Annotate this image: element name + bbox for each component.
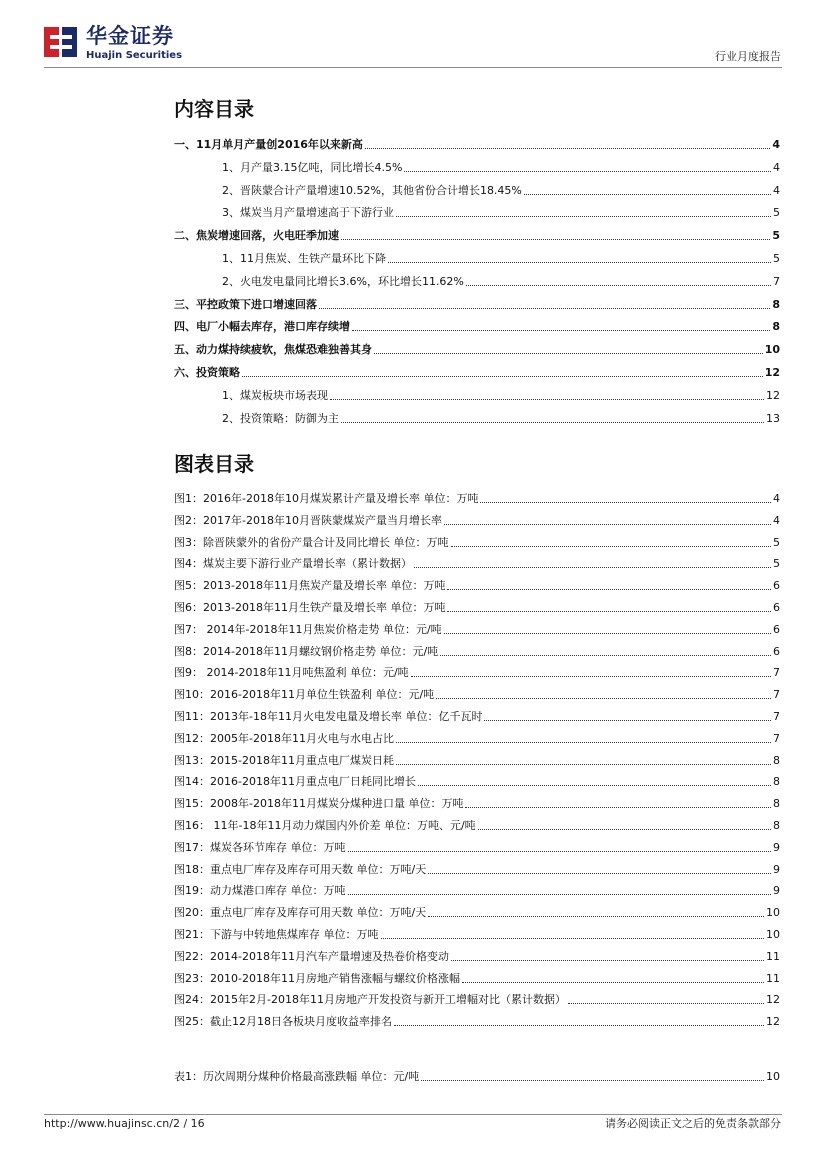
dot-leader: [396, 733, 771, 743]
figure-entry-title[interactable]: 图18：重点电厂库存及库存可用天数 单位：万吨/天: [174, 862, 427, 876]
dot-leader: [465, 798, 771, 808]
dot-leader: [484, 711, 771, 721]
tables-list: [174, 1070, 780, 1092]
figure-entry[interactable]: [174, 841, 780, 855]
figure-entry[interactable]: [174, 623, 780, 637]
figure-entry[interactable]: [174, 492, 780, 506]
dot-leader: [478, 820, 771, 830]
figure-entry-page[interactable]: 4: [773, 513, 780, 527]
dot-leader: [436, 689, 771, 699]
figure-entry-title[interactable]: 图14：2016-2018年11月重点电厂日耗同比增长: [174, 775, 416, 789]
figure-entry[interactable]: [174, 710, 780, 724]
figure-entry-page[interactable]: 9: [773, 884, 780, 898]
contents-entry-title[interactable]: 1、煤炭板块市场表现: [222, 388, 328, 402]
dot-leader: [319, 299, 770, 309]
contents-entry-title[interactable]: 3、煤炭当月产量增速高于下游行业: [222, 206, 394, 220]
contents-entry-page[interactable]: 13: [766, 411, 780, 425]
figure-entry-title[interactable]: 图20：重点电厂库存及库存可用天数 单位：万吨/天: [174, 906, 427, 920]
dot-leader: [421, 1071, 764, 1081]
figure-entry-page[interactable]: 4: [773, 492, 780, 505]
dot-leader: [462, 973, 764, 983]
dot-leader: [447, 580, 771, 590]
figure-entry-page[interactable]: 9: [773, 840, 780, 854]
figure-entry-title[interactable]: 图5：2013-2018年11月焦炭产量及增长率 单位：万吨: [174, 579, 446, 593]
contents-entry[interactable]: [174, 206, 780, 220]
figure-entry-title[interactable]: 图19：动力煤港口库存 单位：万吨: [174, 884, 346, 898]
figure-entry[interactable]: [174, 863, 780, 877]
contents-entry-title[interactable]: 三、平控政策下进口增速回落: [174, 297, 317, 311]
figure-entry-title[interactable]: 图16： 11年-18年11月动力煤国内外价差 单位：万吨、元/吨: [174, 818, 476, 832]
contents-entry-page[interactable]: 5: [773, 206, 780, 220]
figure-entry[interactable]: [174, 754, 780, 768]
contents-entry-title[interactable]: 四、电厂小幅去库存，港口库存续增: [174, 320, 350, 334]
contents-entry-page[interactable]: 10: [764, 343, 780, 357]
dot-leader: [418, 776, 771, 786]
contents-entry-page[interactable]: 5: [773, 251, 780, 265]
figure-entry-page[interactable]: 12: [766, 993, 780, 1007]
contents-entry-title[interactable]: 二、焦炭增速回落，火电旺季加速: [174, 229, 339, 243]
dot-leader: [242, 367, 763, 377]
contents-entry[interactable]: [174, 366, 780, 380]
figure-entry-title[interactable]: 图2：2017年-2018年10月晋陕蒙煤炭产量当月增长率: [174, 513, 442, 527]
contents-entry[interactable]: [174, 343, 780, 357]
logo-name-en: Huajin Securities: [86, 50, 183, 61]
contents-entry-title[interactable]: 六、投资策略: [174, 365, 240, 379]
contents-entry-page[interactable]: 12: [764, 365, 780, 379]
figure-entry-title[interactable]: 图9： 2014-2018年11月吨焦盈利 单位：元/吨: [174, 666, 409, 680]
dot-leader: [396, 207, 771, 217]
contents-entry[interactable]: [174, 412, 780, 426]
figure-entry-page[interactable]: 11: [766, 949, 780, 963]
contents-entry-title[interactable]: 1、11月焦炭、生铁产量环比下降: [222, 251, 386, 265]
contents-entry-page[interactable]: 7: [773, 274, 780, 288]
figure-entry-page[interactable]: 6: [773, 600, 780, 614]
figure-entry-title[interactable]: 图24：2015年2月-2018年11月房地产开发投资与新开工增幅对比（累计数据）: [174, 993, 566, 1007]
figure-entry-page[interactable]: 12: [766, 1015, 780, 1029]
figure-entry[interactable]: [174, 906, 780, 920]
dot-leader: [568, 994, 764, 1004]
dot-leader: [444, 515, 771, 525]
figure-entry-page[interactable]: 5: [773, 557, 780, 571]
dot-leader: [524, 185, 771, 195]
dot-leader: [341, 413, 764, 423]
contents-entry[interactable]: [174, 229, 780, 243]
contents-entry-page[interactable]: 8: [772, 297, 780, 311]
contents-entry-title[interactable]: 2、火电发电量同比增长3.6%，环比增长11.62%: [222, 274, 464, 288]
contents-entry-page[interactable]: 4: [773, 183, 780, 197]
footer-disclaimer: 请务必阅读正文之后的免责条款部分: [605, 1117, 781, 1130]
figure-entry-page[interactable]: 7: [773, 731, 780, 745]
figure-entry-page[interactable]: 8: [773, 753, 780, 767]
figure-entry[interactable]: [174, 645, 780, 659]
figure-entry-page[interactable]: 8: [773, 818, 780, 832]
figure-entry-page[interactable]: 6: [773, 644, 780, 658]
report-type: 行业月度报告: [715, 50, 781, 63]
figure-entry-page[interactable]: 7: [773, 709, 780, 723]
contents-entry-page[interactable]: 5: [772, 229, 780, 243]
contents-entry[interactable]: [174, 184, 780, 198]
figure-entry[interactable]: [174, 797, 780, 811]
figure-entry-page[interactable]: 5: [773, 535, 780, 549]
figure-entry[interactable]: [174, 579, 780, 593]
dot-leader: [365, 139, 770, 149]
figure-entry-page[interactable]: 8: [773, 797, 780, 811]
figure-entry-page[interactable]: 8: [773, 775, 780, 789]
logo-name-cn: 华金证券: [86, 24, 174, 48]
dot-leader: [381, 929, 765, 939]
figure-entry-title[interactable]: 图17：煤炭各环节库存 单位：万吨: [174, 840, 346, 854]
contents-entry[interactable]: [174, 389, 780, 403]
figure-entry-title[interactable]: 图10：2016-2018年11月单位生铁盈利 单位：元/吨: [174, 688, 435, 702]
contents-entry-page[interactable]: 12: [766, 388, 780, 402]
figure-entry-title[interactable]: 图11：2013年-18年11月火电发电量及增长率 单位：亿千瓦时: [174, 709, 483, 723]
footer-url-text[interactable]: http://www.huajinsc.cn/: [44, 1117, 173, 1130]
footer-page-number: 2 / 16: [172, 1117, 205, 1130]
contents-entry-page[interactable]: 4: [772, 138, 780, 151]
dot-leader: [451, 951, 764, 961]
dot-leader: [348, 842, 772, 852]
contents-entry[interactable]: [174, 138, 780, 152]
figure-entry-title[interactable]: 图6：2013-2018年11月生铁产量及增长率 单位：万吨: [174, 600, 446, 614]
figure-entry-title[interactable]: 图7： 2014年-2018年11月焦炭价格走势 单位：元/吨: [174, 622, 442, 636]
figure-entry-page[interactable]: 7: [773, 666, 780, 680]
contents-entry[interactable]: [174, 320, 780, 334]
figure-entry-page[interactable]: 7: [773, 688, 780, 702]
figure-entry-title[interactable]: 图12：2005年-2018年11月火电与水电占比: [174, 731, 394, 745]
figure-entry-page[interactable]: 10: [766, 927, 780, 941]
figure-entry[interactable]: [174, 928, 780, 942]
figure-entry[interactable]: [174, 950, 780, 964]
figure-entry[interactable]: [174, 993, 780, 1007]
contents-entry[interactable]: [174, 298, 780, 312]
figure-entry[interactable]: [174, 666, 780, 680]
dot-leader: [440, 646, 771, 656]
contents-entry[interactable]: [174, 275, 780, 289]
contents-entry-title[interactable]: 五、动力煤持续疲软，焦煤恐难独善其身: [174, 343, 372, 357]
figure-entry-page[interactable]: 11: [766, 971, 780, 985]
figures-title: 图表目录: [174, 452, 254, 476]
contents-entry[interactable]: [174, 252, 780, 266]
footer-url[interactable]: [44, 1117, 205, 1131]
figure-entry[interactable]: [174, 557, 780, 571]
dot-leader: [414, 558, 771, 568]
dot-leader: [341, 230, 770, 240]
dot-leader: [394, 1016, 764, 1026]
figure-entry[interactable]: [174, 514, 780, 528]
dot-leader: [396, 755, 771, 765]
figure-entry[interactable]: [174, 775, 780, 789]
contents-entry-title[interactable]: 2、投资策略：防御为主: [222, 411, 339, 425]
dot-leader: [411, 667, 771, 677]
contents-title: 内容目录: [174, 97, 254, 121]
contents-entry[interactable]: [174, 161, 780, 175]
figure-entry[interactable]: [174, 601, 780, 615]
figure-entry[interactable]: [174, 732, 780, 746]
dot-leader: [480, 493, 771, 503]
page-header: [0, 0, 827, 70]
dot-leader: [428, 864, 771, 874]
figures-list: [174, 492, 780, 1037]
contents-entry-title[interactable]: 2、晋陕蒙合计产量增速10.52%，其他省份合计增长18.45%: [222, 183, 522, 197]
dot-leader: [388, 253, 771, 263]
huajin-logo-icon: [44, 25, 80, 59]
figure-entry[interactable]: [174, 688, 780, 702]
figure-entry[interactable]: [174, 819, 780, 833]
dot-leader: [466, 276, 771, 286]
contents-entry-page[interactable]: 8: [772, 320, 780, 334]
figure-entry-title[interactable]: 图25：截止12月18日各板块月度收益率排名: [174, 1015, 392, 1029]
figure-entry[interactable]: [174, 972, 780, 986]
header-divider: [44, 67, 782, 68]
figure-entry-title[interactable]: 图4：煤炭主要下游行业产量增长率（累计数据）: [174, 557, 412, 571]
figure-entry[interactable]: [174, 536, 780, 550]
dot-leader: [428, 907, 764, 917]
figure-entry-page[interactable]: 6: [773, 622, 780, 636]
contents-entry-title[interactable]: 一、11月单月产量创2016年以来新高: [174, 138, 363, 151]
table-entry-title[interactable]: 表1：历次周期分煤种价格最高涨跌幅 单位：元/吨: [174, 1070, 420, 1083]
figure-entry-page[interactable]: 6: [773, 579, 780, 593]
contents-entry-page[interactable]: 4: [773, 160, 780, 174]
dot-leader: [352, 321, 770, 331]
figure-entry-title[interactable]: 图23：2010-2018年11月房地产销售涨幅与螺纹价格涨幅: [174, 971, 460, 985]
table-entry[interactable]: [174, 1070, 780, 1084]
figure-entry-title[interactable]: 图1：2016年-2018年10月煤炭累计产量及增长率 单位：万吨: [174, 492, 479, 505]
dot-leader: [451, 537, 772, 547]
figure-entry-page[interactable]: 10: [766, 906, 780, 920]
dot-leader: [404, 162, 771, 172]
dot-leader: [330, 390, 764, 400]
dot-leader: [374, 344, 763, 354]
figure-entry-title[interactable]: 图15：2008年-2018年11月煤炭分煤种进口量 单位：万吨: [174, 797, 464, 811]
figure-entry-title[interactable]: 图22：2014-2018年11月汽车产量增速及热卷价格变动: [174, 949, 449, 963]
figure-entry-title[interactable]: 图21：下游与中转地焦煤库存 单位：万吨: [174, 927, 379, 941]
contents-entry-title[interactable]: 1、月产量3.15亿吨，同比增长4.5%: [222, 160, 403, 174]
figure-entry[interactable]: [174, 1015, 780, 1029]
figure-entry-title[interactable]: 图3：除晋陕蒙外的省份产量合计及同比增长 单位：万吨: [174, 535, 449, 549]
table-entry-page[interactable]: 10: [766, 1070, 780, 1083]
dot-leader: [348, 885, 772, 895]
figure-entry-page[interactable]: 9: [773, 862, 780, 876]
figure-entry-title[interactable]: 图8：2014-2018年11月螺纹钢价格走势 单位：元/吨: [174, 644, 439, 658]
dot-leader: [447, 602, 771, 612]
dot-leader: [444, 624, 771, 634]
contents-list: [174, 138, 780, 434]
figure-entry-title[interactable]: 图13：2015-2018年11月重点电厂煤炭日耗: [174, 753, 394, 767]
footer-divider: [44, 1114, 782, 1115]
figure-entry[interactable]: [174, 884, 780, 898]
